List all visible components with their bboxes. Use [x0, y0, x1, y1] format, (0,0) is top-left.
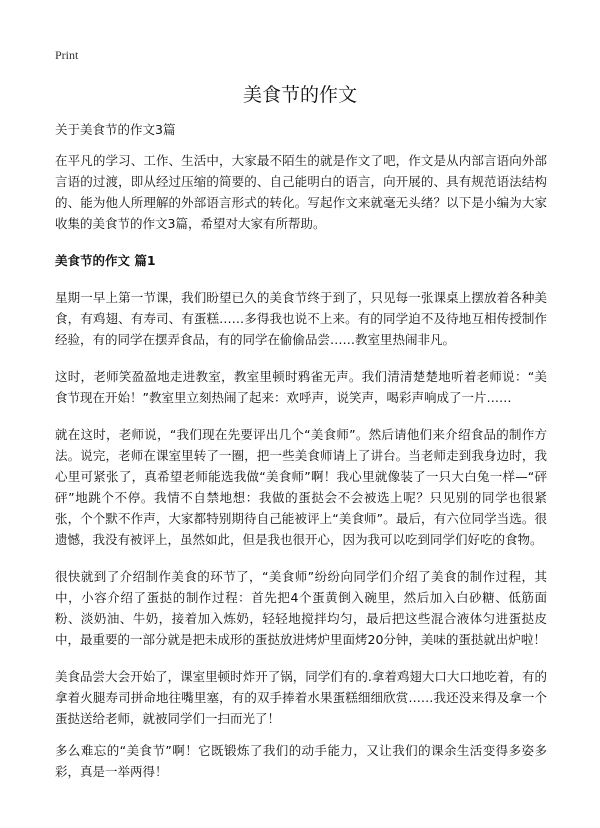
- print-link[interactable]: Print: [55, 48, 79, 62]
- body-paragraph: 就在这时，老师说，“我们现在先要评出几个“美食师”。然后请他们来介绍食品的制作方法。说完，老师在课室里转了一圈，把一些美食师请上了讲台。当老师走到我身边时，我心里可紧张了，真希望老师能选我做“美食师”啊！我心里就像装了一只大白兔一样—“砰砰”地跳个不停。我情不自禁地想：我做的蛋挞会不会被选上呢？只见别的同学也很紧张，个个默不作声，大家都特别期待自己能被评上“美食师”。最后，有六位同学当选。很遗憾，我没有被评上，虽然如此，但是我也很开心，因为我可以吃到同学们好吃的食物。: [55, 427, 547, 547]
- body-paragraph: 星期一早上第一节课，我们盼望已久的美食节终于到了，只见每一张课桌上摆放着各种美食，有鸡翅、有寿司、有蛋糕……多得我也说不上来。有的同学迫不及待地互相传授制作经验，有的同学在摆弄食品，有的同学在偷偷品尝……教室里热闹非凡。: [55, 290, 547, 347]
- article-subtitle: 关于美食节的作文3篇: [55, 122, 176, 137]
- body-paragraph: 美食品尝大会开始了，课室里顿时炸开了锅，同学们有的.拿着鸡翅大口大口地吃着，有的拿着火腿寿司拼命地往嘴里塞，有的双手捧着水果蛋糕细细欣赏……我还没来得及拿一个蛋挞送给老师，就被同学们一扫而光了！: [55, 669, 547, 726]
- body-paragraph: 这时，老师笑盈盈地走进教室，教室里顿时鸦雀无声。我们清清楚楚地听着老师说：“美食节现在开始！”教室里立刻热闹了起来：欢呼声，说笑声，喝彩声响成了一片……: [55, 369, 547, 405]
- intro-paragraph: 在平凡的学习、工作、生活中，大家最不陌生的就是作文了吧，作文是从内部言语向外部言语的过渡，即从经过压缩的简要的、自己能明白的语言，向开展的、具有规范语法结构的、能为他人所理解的外部语言形式的转化。写起作文来就毫无头绪？以下是小编为大家收集的美食节的作文3篇，希望对大家有所帮助。: [55, 153, 547, 231]
- article-body: [55, 150, 547, 798]
- body-paragraph: 多么难忘的“美食节”啊！它既锻炼了我们的动手能力，又让我们的课余生活变得多姿多彩，真是一举两得！: [55, 743, 547, 779]
- section-heading: 美食节的作文 篇1: [55, 253, 156, 268]
- body-paragraph: 很快就到了介绍制作美食的环节了，“美食师”纷纷向同学们介绍了美食的制作过程，其中，小容介绍了蛋挞的制作过程：首先把4个蛋黄倒入碗里，然后加入白砂糖、低筋面粉、淡奶油、牛奶，接着加入炼奶，轻轻地搅拌均匀，最后把这些混合液体匀进蛋挞皮中，最重要的一部分就是把未成形的蛋挞放进烤炉里面烤20分钟，美味的蛋挞就出炉啦！: [55, 569, 547, 647]
- page-title: 美食节的作文: [242, 84, 357, 106]
